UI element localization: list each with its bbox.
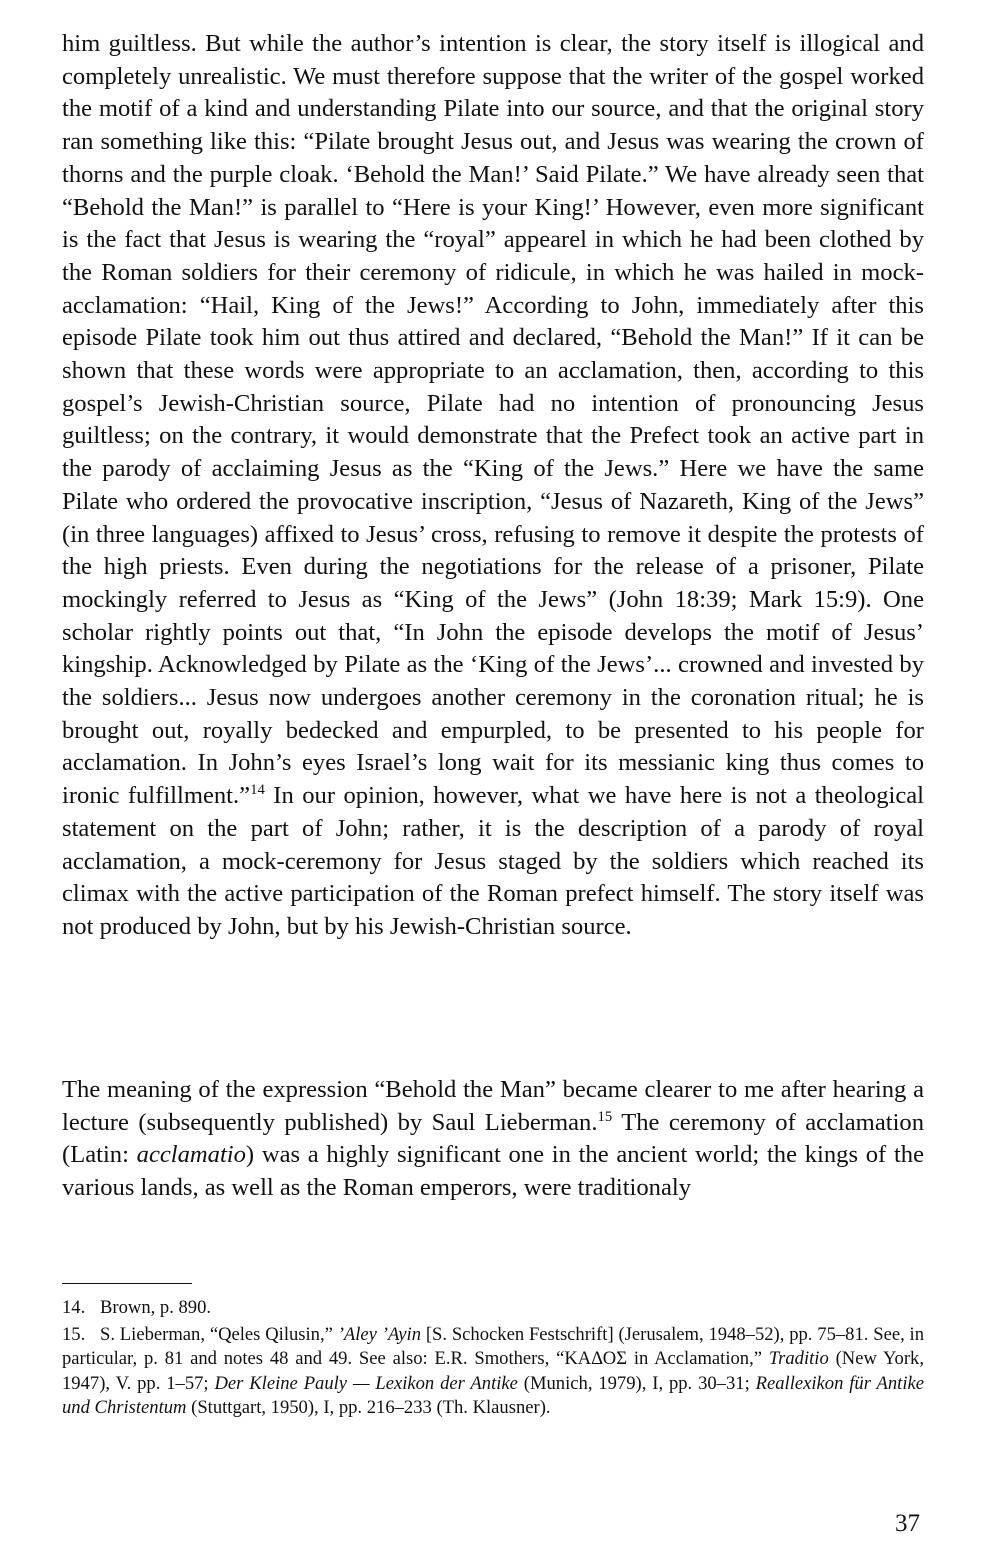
paragraph-text: The ceremony of acclamation (Latin: [62, 1108, 924, 1169]
footnote-14 [62, 1296, 924, 1321]
body-paragraph-1 [62, 28, 924, 944]
footnote-text: (Munich, 1979), I, pp. 30–31; [517, 1372, 756, 1394]
paragraph-text: ) was a highly significant one in the ancient world; the kings of the various lands, as well as the Roman emperors, were traditionaly [62, 1141, 924, 1202]
footnote-15 [62, 1323, 924, 1421]
footnote-text: S. Lieberman, “Qeles Qilusin,” [100, 1323, 338, 1345]
footnote-italic: Reallexikon für Antike und Christentum [62, 1372, 924, 1418]
page-number: 37 [895, 1510, 920, 1537]
footnote-text: [S. Schocken Festschrift] (Jerusalem, 1948–52), pp. 75–81. See, in particular, p. 81 and notes 48 and 49. See also: E.R. Smothers, “ΚΑΔΟΣ in Acclamation,” [62, 1323, 925, 1369]
footnote-text: Brown, p. 890. [100, 1297, 212, 1318]
footnote-italic: ’Aley ’Ayin [337, 1323, 422, 1345]
body-paragraph-2 [62, 1074, 924, 1205]
footnotes [62, 1296, 924, 1423]
footnote-separator [62, 1283, 192, 1284]
footnote-ref-14[interactable]: 14 [250, 781, 265, 798]
italic-term: acclamatio [136, 1141, 246, 1169]
footnote-italic: Traditio [768, 1348, 829, 1369]
footnote-italic: Der Kleine Pauly — Lexikon der Antike [214, 1372, 518, 1394]
footnote-text: (New York, 1947), V. pp. 1–57; [62, 1348, 924, 1394]
paragraph-text: In our opinion, however, what we have here is not a theological statement on the part of John; rather, it is the description of a parody of royal acclamation, a mock-ceremony for Jesus staged by the soldiers which reached its climax with the active participation of the Roman prefect himself. The story itself was not produced by John, but by his Jewish-Christian source. [62, 782, 924, 940]
footnote-number: 15. [62, 1323, 86, 1345]
footnote-text: (Stuttgart, 1950), I, pp. 216–233 (Th. Klausner). [186, 1397, 551, 1418]
footnote-ref-15[interactable]: 15 [597, 1108, 613, 1125]
footnote-number: 14. [62, 1297, 86, 1318]
paragraph-text: him guiltless. But while the author’s intention is clear, the story itself is illogical and completely unrealistic. We must therefore suppose that the writer of the gospel worked the motif of a kind and understanding Pilate into our source, and that the original story ran something like this: “Pilate brought Jesus out, and Jesus was wearing the crown of thorns and the purple cloak. ‘Behold the Man!’ Said Pilate.” We have already seen that “Behold the Man!” is parallel to “Here is your King!’ However, even more significant is the fact that Jesus is wearing the “royal” appearel in which he had been clothed by the Roman soldiers for their ceremony of ridicule, in which he was hailed in mock-acclamation: “Hail, King of the Jews!” According to John, immediately after this episode Pilate took him out thus attired and declared, “Behold the Man!” If it can be shown that these words were appropriate to an acclamation, then, according to this gospel’s Jewish-Christian source, Pilate had no intention of pronouncing Jesus guiltless; on the contrary, it would demonstrate that the Prefect took an active part in the parody of acclaiming Jesus as the “King of the Jews.” Here we have the same Pilate who ordered the provocative inscription, “Jesus of Nazareth, King of the Jews” (in three languages) affixed to Jesus’ cross, refusing to remove it despite the protests of the high priests. Even during the negotiations for the release of a prisoner, Pilate mockingly referred to Jesus as “King of the Jews” (John 18:39; Mark 15:9). One scholar rightly points out that, “In John the episode develops the motif of Jesus’ kingship. Acknowledged by Pilate as the ‘King of the Jews’... crowned and invested by the soldiers... Jesus now undergoes another ceremony in the coronation ritual; he is brought out, royally bedecked and empurpled, to be presented to his people for acclamation. In John’s eyes Israel’s long wait for its messianic king thus comes to ironic fulfillment.” [62, 30, 924, 810]
paragraph-text: The meaning of the expression “Behold the Man” became clearer to me after hearing a lecture (subsequently published) by Saul Lieberman. [62, 1076, 924, 1136]
